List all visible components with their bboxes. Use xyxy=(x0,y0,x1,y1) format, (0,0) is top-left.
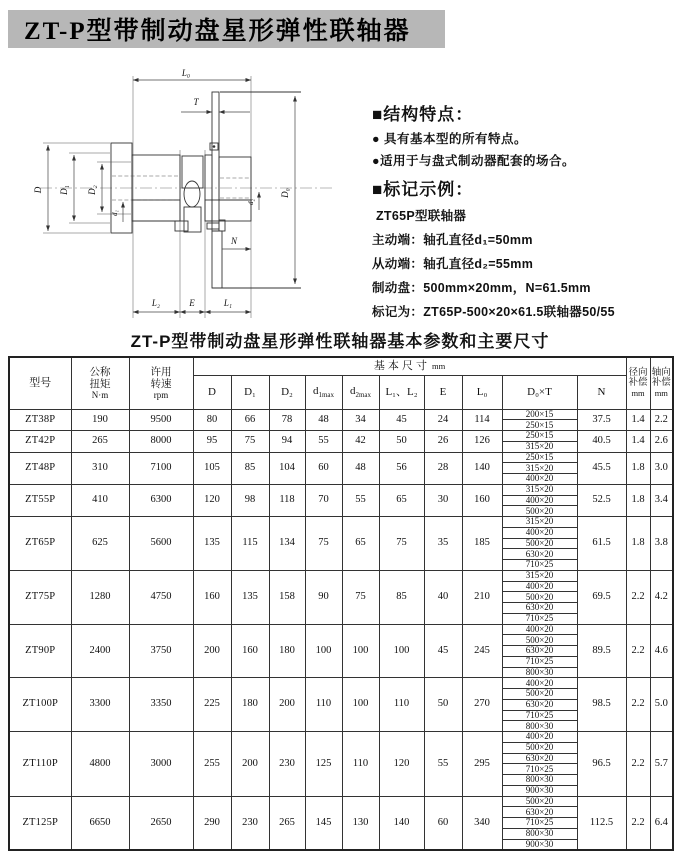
cell-L0: 160 xyxy=(462,484,502,516)
cell-model: ZT90P xyxy=(9,624,71,678)
cell-disc: 315×20 xyxy=(502,463,577,474)
marking-line: 从动端：轴孔直径d₂=55mm xyxy=(372,257,534,271)
col-header-basic-dims: 基 本 尺 寸 mm xyxy=(193,357,626,375)
cell-D1: 75 xyxy=(231,431,269,453)
marking-line: 主动端：轴孔直径d₁=50mm xyxy=(372,233,533,247)
dim-D2: D₂ xyxy=(87,185,97,195)
cell-E: 28 xyxy=(424,452,462,484)
marking-heading: ■标记示例： xyxy=(372,180,474,199)
cell-disc: 710×25 xyxy=(502,710,577,721)
marking-line: 标记为：ZT65P-500×20×61.5联轴器50/55 xyxy=(372,305,615,319)
dim-T: T xyxy=(193,97,199,107)
col-header-radial: 径向 补偿 mm xyxy=(626,357,650,409)
cell-L1L2: 65 xyxy=(379,484,424,516)
table-row xyxy=(9,484,673,495)
dim-d1: d₁ xyxy=(111,210,119,216)
table-row xyxy=(9,452,673,463)
cell-D2: 134 xyxy=(269,517,305,571)
cell-model: ZT75P xyxy=(9,570,71,624)
cell-disc: 400×20 xyxy=(502,474,577,485)
cell-L0: 126 xyxy=(462,431,502,453)
cell-disc: 710×25 xyxy=(502,764,577,775)
cell-disc: 800×30 xyxy=(502,828,577,839)
cell-disc: 500×20 xyxy=(502,742,577,753)
cell-disc: 900×30 xyxy=(502,839,577,850)
cell-radial: 1.8 xyxy=(626,517,650,571)
cell-disc: 800×30 xyxy=(502,667,577,678)
cell-torque: 1280 xyxy=(71,570,129,624)
cell-L1L2: 120 xyxy=(379,732,424,797)
cell-disc: 630×20 xyxy=(502,807,577,818)
cell-axial: 5.7 xyxy=(650,732,673,797)
cell-d2max: 55 xyxy=(342,484,379,516)
cell-d1max: 70 xyxy=(305,484,342,516)
marking-line: ZT65P型联轴器 xyxy=(376,209,467,223)
cell-disc: 630×20 xyxy=(502,699,577,710)
cell-axial: 3.4 xyxy=(650,484,673,516)
page-title-bar xyxy=(8,10,445,48)
table-row xyxy=(9,624,673,635)
col-header-torque: 公称 扭矩 N·m xyxy=(71,357,129,409)
cell-D2: 78 xyxy=(269,409,305,431)
cell-D1: 85 xyxy=(231,452,269,484)
cell-axial: 3.8 xyxy=(650,517,673,571)
cell-speed: 7100 xyxy=(129,452,193,484)
cell-radial: 2.2 xyxy=(626,570,650,624)
cell-speed: 4750 xyxy=(129,570,193,624)
cell-d2max: 110 xyxy=(342,732,379,797)
table-row xyxy=(9,431,673,442)
cell-D1: 230 xyxy=(231,796,269,850)
table-row xyxy=(9,409,673,420)
cell-D1: 200 xyxy=(231,732,269,797)
cell-L0: 210 xyxy=(462,570,502,624)
cell-E: 35 xyxy=(424,517,462,571)
cell-disc: 250×15 xyxy=(502,452,577,463)
cell-d2max: 130 xyxy=(342,796,379,850)
marking-line: 制动盘：500mm×20mm，N=61.5mm xyxy=(372,281,591,295)
cell-N: 112.5 xyxy=(577,796,626,850)
cell-disc: 400×20 xyxy=(502,527,577,538)
cell-D: 120 xyxy=(193,484,231,516)
cell-speed: 5600 xyxy=(129,517,193,571)
cell-disc: 630×20 xyxy=(502,549,577,560)
cell-D2: 180 xyxy=(269,624,305,678)
cell-disc: 400×20 xyxy=(502,678,577,689)
cell-axial: 2.6 xyxy=(650,431,673,453)
cell-disc: 710×25 xyxy=(502,656,577,667)
cell-E: 40 xyxy=(424,570,462,624)
cell-E: 55 xyxy=(424,732,462,797)
cell-speed: 3000 xyxy=(129,732,193,797)
cell-disc: 500×20 xyxy=(502,592,577,603)
cell-disc: 315×20 xyxy=(502,441,577,452)
cell-disc: 800×30 xyxy=(502,721,577,732)
cell-N: 98.5 xyxy=(577,678,626,732)
col-header-D1: D₁ xyxy=(231,375,269,409)
cell-radial: 1.4 xyxy=(626,431,650,453)
cell-d2max: 42 xyxy=(342,431,379,453)
cell-D2: 265 xyxy=(269,796,305,850)
cell-E: 60 xyxy=(424,796,462,850)
cell-speed: 3350 xyxy=(129,678,193,732)
col-header-L0: L₀ xyxy=(462,375,502,409)
cell-E: 30 xyxy=(424,484,462,516)
col-header-model: 型号 xyxy=(9,357,71,409)
cell-D2: 94 xyxy=(269,431,305,453)
cell-disc: 630×20 xyxy=(502,646,577,657)
cell-axial: 6.4 xyxy=(650,796,673,850)
cell-disc: 500×20 xyxy=(502,689,577,700)
cell-disc: 315×20 xyxy=(502,517,577,528)
cell-axial: 2.2 xyxy=(650,409,673,431)
cell-d2max: 34 xyxy=(342,409,379,431)
cell-N: 40.5 xyxy=(577,431,626,453)
cell-disc: 250×15 xyxy=(502,431,577,442)
cell-d1max: 55 xyxy=(305,431,342,453)
cell-disc: 400×20 xyxy=(502,581,577,592)
cell-model: ZT42P xyxy=(9,431,71,453)
cell-radial: 2.2 xyxy=(626,732,650,797)
dim-D0: D₀ xyxy=(280,188,290,198)
cell-d1max: 125 xyxy=(305,732,342,797)
feature-item: ● 具有基本型的所有特点。 xyxy=(372,132,528,146)
dim-D: D xyxy=(33,186,43,194)
cell-disc: 710×25 xyxy=(502,818,577,829)
cell-d1max: 100 xyxy=(305,624,342,678)
dim-N: N xyxy=(230,236,238,246)
cell-torque: 3300 xyxy=(71,678,129,732)
col-header-L1L2: L₁、L₂ xyxy=(379,375,424,409)
cell-D: 135 xyxy=(193,517,231,571)
cell-model: ZT38P xyxy=(9,409,71,431)
cell-disc: 900×30 xyxy=(502,785,577,796)
cell-E: 50 xyxy=(424,678,462,732)
col-header-d1max: $d_{1max}$ xyxy=(305,375,342,409)
cell-D1: 160 xyxy=(231,624,269,678)
cell-N: 89.5 xyxy=(577,624,626,678)
cell-D: 80 xyxy=(193,409,231,431)
cell-disc: 500×20 xyxy=(502,635,577,646)
cell-disc: 400×20 xyxy=(502,495,577,506)
cell-L1L2: 85 xyxy=(379,570,424,624)
cell-disc: 500×20 xyxy=(502,796,577,807)
cell-D2: 230 xyxy=(269,732,305,797)
cell-torque: 4800 xyxy=(71,732,129,797)
cell-D1: 180 xyxy=(231,678,269,732)
cell-speed: 3750 xyxy=(129,624,193,678)
cell-N: 37.5 xyxy=(577,409,626,431)
cell-L1L2: 56 xyxy=(379,452,424,484)
cell-L0: 245 xyxy=(462,624,502,678)
dim-L0: L₀ xyxy=(181,68,191,78)
cell-d2max: 48 xyxy=(342,452,379,484)
cell-D1: 115 xyxy=(231,517,269,571)
table-row xyxy=(9,517,673,528)
cell-disc: 630×20 xyxy=(502,753,577,764)
table-row xyxy=(9,570,673,581)
cell-L0: 114 xyxy=(462,409,502,431)
cell-L0: 295 xyxy=(462,732,502,797)
cell-model: ZT48P xyxy=(9,452,71,484)
dim-L2: L₂ xyxy=(151,298,161,308)
cell-torque: 625 xyxy=(71,517,129,571)
col-header-axial: 轴向 补偿 mm xyxy=(650,357,673,409)
cell-disc: 800×30 xyxy=(502,775,577,786)
cell-D2: 158 xyxy=(269,570,305,624)
cell-N: 61.5 xyxy=(577,517,626,571)
cell-D: 95 xyxy=(193,431,231,453)
cell-L1L2: 50 xyxy=(379,431,424,453)
cell-N: 52.5 xyxy=(577,484,626,516)
cell-D1: 135 xyxy=(231,570,269,624)
cell-D: 160 xyxy=(193,570,231,624)
page-title: ZT-P型带制动盘星形弹性联轴器 xyxy=(24,18,411,45)
cell-torque: 190 xyxy=(71,409,129,431)
cell-model: ZT55P xyxy=(9,484,71,516)
cell-D: 290 xyxy=(193,796,231,850)
cell-D2: 118 xyxy=(269,484,305,516)
table-row xyxy=(9,732,673,743)
cell-disc: 315×20 xyxy=(502,484,577,495)
cell-d2max: 100 xyxy=(342,624,379,678)
cell-D: 105 xyxy=(193,452,231,484)
info-panel xyxy=(372,94,674,326)
cell-axial: 3.0 xyxy=(650,452,673,484)
cell-axial: 5.0 xyxy=(650,678,673,732)
cell-disc: 630×20 xyxy=(502,603,577,614)
cell-L1L2: 45 xyxy=(379,409,424,431)
cell-d1max: 90 xyxy=(305,570,342,624)
feature-item: ●适用于与盘式制动器配套的场合。 xyxy=(372,154,576,168)
cell-disc: 710×25 xyxy=(502,560,577,571)
cell-model: ZT100P xyxy=(9,678,71,732)
col-header-D0T: D₀×T xyxy=(502,375,577,409)
cell-radial: 2.2 xyxy=(626,678,650,732)
cell-N: 45.5 xyxy=(577,452,626,484)
cell-speed: 6300 xyxy=(129,484,193,516)
cell-radial: 1.8 xyxy=(626,452,650,484)
cell-d1max: 75 xyxy=(305,517,342,571)
cell-disc: 400×20 xyxy=(502,732,577,743)
cell-d1max: 110 xyxy=(305,678,342,732)
cell-radial: 2.2 xyxy=(626,624,650,678)
features-heading: ■结构特点： xyxy=(372,105,474,124)
cell-L0: 140 xyxy=(462,452,502,484)
dim-D1: D₁ xyxy=(59,185,69,195)
cell-D2: 200 xyxy=(269,678,305,732)
cell-d1max: 60 xyxy=(305,452,342,484)
cell-L1L2: 110 xyxy=(379,678,424,732)
cell-L1L2: 100 xyxy=(379,624,424,678)
cell-L1L2: 75 xyxy=(379,517,424,571)
cell-speed: 2650 xyxy=(129,796,193,850)
cell-axial: 4.6 xyxy=(650,624,673,678)
cell-torque: 310 xyxy=(71,452,129,484)
cell-L0: 270 xyxy=(462,678,502,732)
col-header-d2max: $d_{2max}$ xyxy=(342,375,379,409)
table-row xyxy=(9,678,673,689)
col-header-N: N xyxy=(577,375,626,409)
coupling-section-diagram xyxy=(26,50,362,324)
dim-E: E xyxy=(189,298,195,308)
cell-N: 69.5 xyxy=(577,570,626,624)
cell-torque: 6650 xyxy=(71,796,129,850)
cell-D: 225 xyxy=(193,678,231,732)
cell-E: 45 xyxy=(424,624,462,678)
cell-N: 96.5 xyxy=(577,732,626,797)
cell-D1: 66 xyxy=(231,409,269,431)
cell-disc: 400×20 xyxy=(502,624,577,635)
cell-radial: 1.4 xyxy=(626,409,650,431)
cell-D: 255 xyxy=(193,732,231,797)
cell-radial: 2.2 xyxy=(626,796,650,850)
cell-d1max: 145 xyxy=(305,796,342,850)
cell-L0: 185 xyxy=(462,517,502,571)
cell-torque: 2400 xyxy=(71,624,129,678)
cell-radial: 1.8 xyxy=(626,484,650,516)
cell-D1: 98 xyxy=(231,484,269,516)
cell-axial: 4.2 xyxy=(650,570,673,624)
cell-model: ZT65P xyxy=(9,517,71,571)
col-header-D2: D₂ xyxy=(269,375,305,409)
cell-d1max: 48 xyxy=(305,409,342,431)
cell-disc: 315×20 xyxy=(502,570,577,581)
table-row xyxy=(9,796,673,807)
cell-torque: 265 xyxy=(71,431,129,453)
cell-model: ZT125P xyxy=(9,796,71,850)
cell-D: 200 xyxy=(193,624,231,678)
cell-model: ZT110P xyxy=(9,732,71,797)
col-header-speed: 许用 转速 rpm xyxy=(129,357,193,409)
table-body xyxy=(9,409,673,850)
cell-d2max: 65 xyxy=(342,517,379,571)
parameter-table xyxy=(8,356,674,851)
cell-E: 24 xyxy=(424,409,462,431)
cell-disc: 500×20 xyxy=(502,538,577,549)
col-header-E: E xyxy=(424,375,462,409)
cell-disc: 200×15 xyxy=(502,409,577,420)
cell-L1L2: 140 xyxy=(379,796,424,850)
dim-L1: L₁ xyxy=(223,298,233,308)
cell-D2: 104 xyxy=(269,452,305,484)
cell-L0: 340 xyxy=(462,796,502,850)
cell-d2max: 75 xyxy=(342,570,379,624)
cell-speed: 8000 xyxy=(129,431,193,453)
col-header-D: D xyxy=(193,375,231,409)
cell-d2max: 100 xyxy=(342,678,379,732)
cell-disc: 710×25 xyxy=(502,613,577,624)
cell-E: 26 xyxy=(424,431,462,453)
table-title: ZT-P型带制动盘星形弹性联轴器基本参数和主要尺寸 xyxy=(130,332,550,351)
dim-d2: d₂ xyxy=(247,199,255,205)
cell-disc: 500×20 xyxy=(502,506,577,517)
cell-disc: 250×15 xyxy=(502,420,577,431)
cell-torque: 410 xyxy=(71,484,129,516)
cell-speed: 9500 xyxy=(129,409,193,431)
